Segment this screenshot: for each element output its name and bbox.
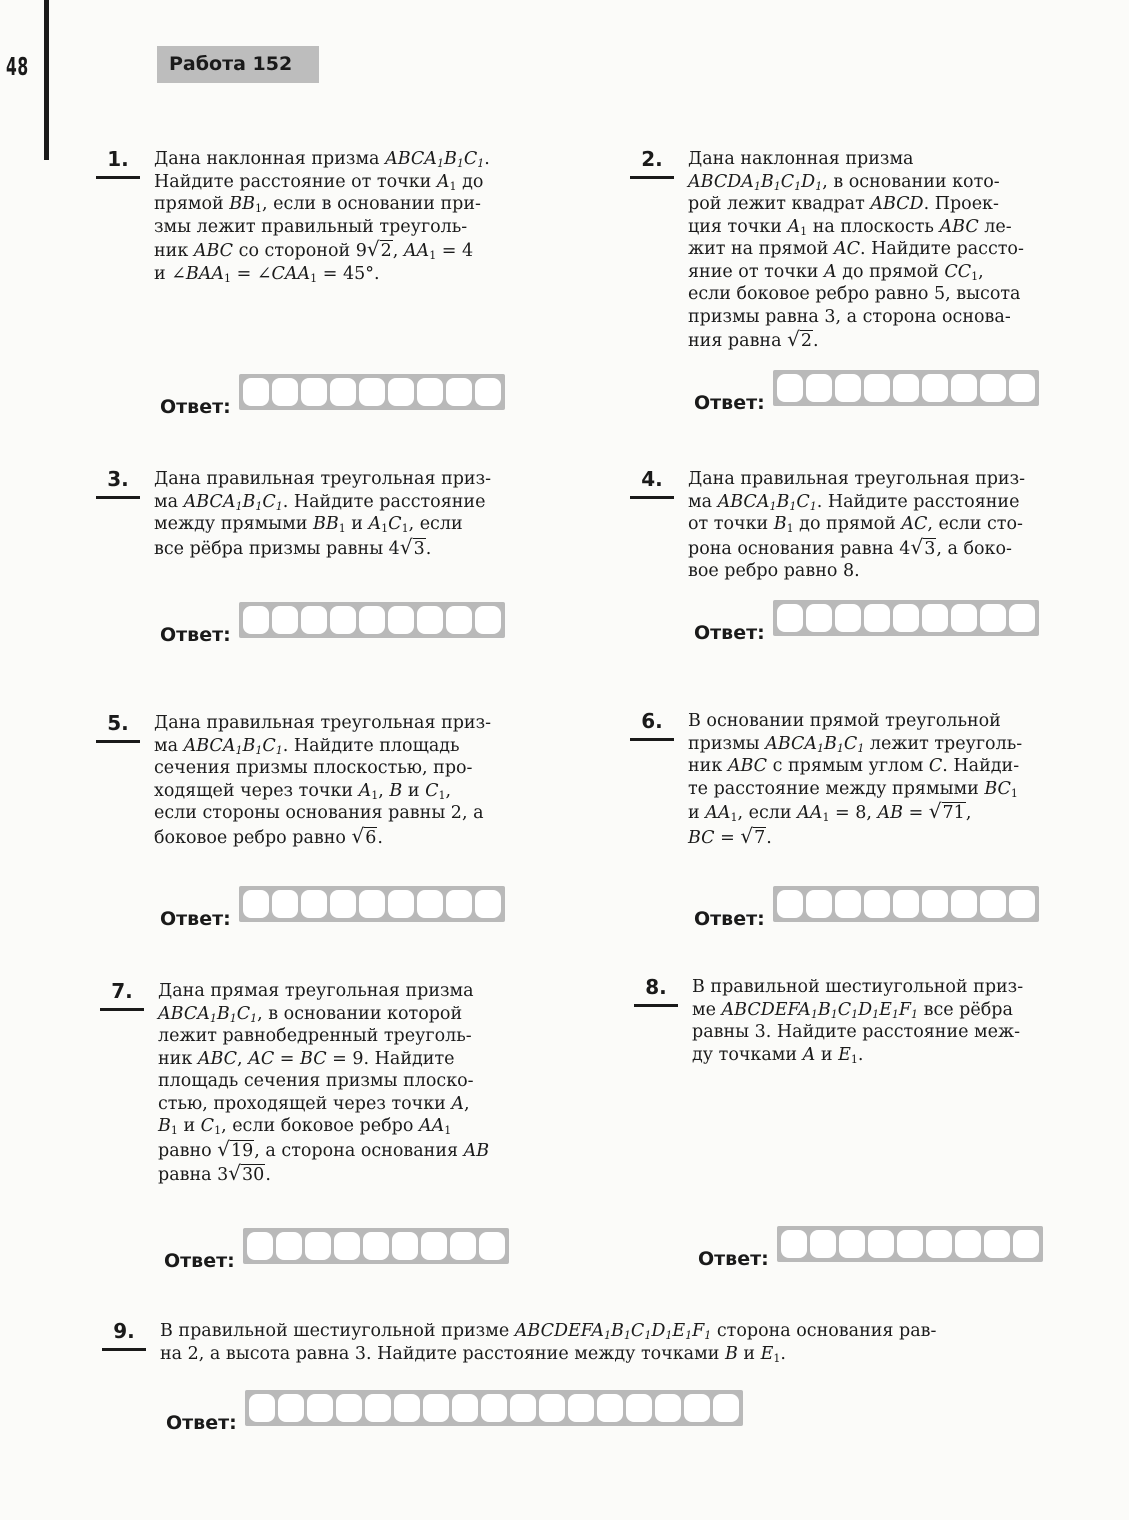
problem-number: 1. bbox=[96, 148, 140, 179]
problem-text: Дана правильная треугольная приз- ма $ABCA_1B_1C_1$. Найдите площадь сечения призмы плоскостью, про- ходящей через точки $A_1$, B и $C_1$, если стороны основания равны 2, а боковое ребро равно √6. bbox=[154, 713, 492, 848]
answer-input[interactable] bbox=[773, 370, 1039, 406]
answer-label: Ответ: bbox=[694, 622, 765, 644]
answer-label: Ответ: bbox=[160, 396, 231, 418]
answer-7 bbox=[164, 1228, 509, 1272]
problem-number: 8. bbox=[634, 976, 678, 1007]
answer-8 bbox=[698, 1226, 1043, 1270]
answer-input[interactable] bbox=[777, 1226, 1043, 1262]
answer-label: Ответ: bbox=[694, 392, 765, 414]
answer-2 bbox=[694, 370, 1039, 414]
problem-text: Дана правильная треугольная приз- ма $ABCA_1B_1C_1$. Найдите расстояние между прямыми $BB_1$ и $A_1C_1$, если все рёбра призмы равны 4√3. bbox=[154, 469, 492, 559]
page-number: 48 bbox=[6, 52, 29, 81]
answer-1 bbox=[160, 374, 505, 418]
problem-number: 5. bbox=[96, 712, 140, 743]
answer-label: Ответ: bbox=[160, 624, 231, 646]
problem-text: В правильной шестиугольной приз- ме $ABCDEFA_1B_1C_1D_1E_1F_1$ все рёбра равны 3. Найдите расстояние меж- ду точками A и $E_1$. bbox=[692, 977, 1024, 1066]
answer-input[interactable] bbox=[239, 886, 505, 922]
answer-label: Ответ: bbox=[164, 1250, 235, 1272]
answer-input[interactable] bbox=[239, 374, 505, 410]
problem-text: В основании прямой треугольной призмы $ABCA_1B_1C_1$ лежит треуголь- ник ABC с прямым углом C. Найди- те расстояние между прямыми $BC_1$ и $AA_1$, если $AA_1 = 8$, AB = √71, BC = √7. bbox=[688, 711, 1023, 848]
margin-bar bbox=[44, 0, 49, 160]
problem-number: 2. bbox=[630, 148, 674, 179]
problem-number: 4. bbox=[630, 468, 674, 499]
problem-text: Дана прямая треугольная призма $ABCA_1B_1C_1$, в основании которой лежит равнобедренный треуголь- ник ABC, AC = BC = 9. Найдите площадь сечения призмы плоско- стью, проходящей через точки A, $B_1$ и $C_1$, если боковое ребро $AA_1$ равно √19, а сторона основания AB равна 3√30. bbox=[158, 981, 490, 1185]
problem-text: Дана правильная треугольная приз- ма $ABCA_1B_1C_1$. Найдите расстояние от точки $B_1$ до прямой AC, если сто- рона основания равна 4√3, а боко- вое ребро равно 8. bbox=[688, 469, 1026, 581]
answer-input[interactable] bbox=[773, 600, 1039, 636]
answer-label: Ответ: bbox=[698, 1248, 769, 1270]
problem-text: Дана наклонная призма $ABCA_1B_1C_1$. Найдите расстояние от точки $A_1$ до прямой $BB_1$, если в основании при- змы лежит правильный треуголь- ник ABC со стороной 9√2, $AA_1 = 4$ и $\angle BAA_1$ = $\angle CAA_1 = 45^\circ$. bbox=[154, 149, 490, 285]
problem-number: 6. bbox=[630, 710, 674, 741]
answer-4 bbox=[694, 600, 1039, 644]
problem-number: 9. bbox=[102, 1320, 146, 1351]
answer-6 bbox=[694, 886, 1039, 930]
answer-input[interactable] bbox=[773, 886, 1039, 922]
answer-label: Ответ: bbox=[166, 1412, 237, 1434]
problem-text: В правильной шестиугольной призме $ABCDEFA_1B_1C_1D_1E_1F_1$ сторона основания рав- на 2, а высота равна 3. Найдите расстояние между точками B и $E_1$. bbox=[160, 1321, 937, 1365]
problem-number: 3. bbox=[96, 468, 140, 499]
answer-3 bbox=[160, 602, 505, 646]
problem-number: 7. bbox=[100, 980, 144, 1011]
work-title: Работа 152 bbox=[157, 46, 319, 83]
problem-text: Дана наклонная призма $ABCDA_1B_1C_1D_1$, в основании кото- рой лежит квадрат ABCD. Проек- ция точки $A_1$ на плоскость ABC ле- жит на прямой AC. Найдите рассто- яние от точки A до прямой $CC_1$, если боковое ребро равно 5, высота призмы равна 3, а сторона основа- ния равна √2. bbox=[688, 149, 1024, 351]
answer-input[interactable] bbox=[243, 1228, 509, 1264]
answer-label: Ответ: bbox=[694, 908, 765, 930]
answer-9 bbox=[166, 1390, 743, 1434]
answer-5 bbox=[160, 886, 505, 930]
answer-input[interactable] bbox=[239, 602, 505, 638]
answer-input[interactable] bbox=[245, 1390, 743, 1426]
answer-label: Ответ: bbox=[160, 908, 231, 930]
